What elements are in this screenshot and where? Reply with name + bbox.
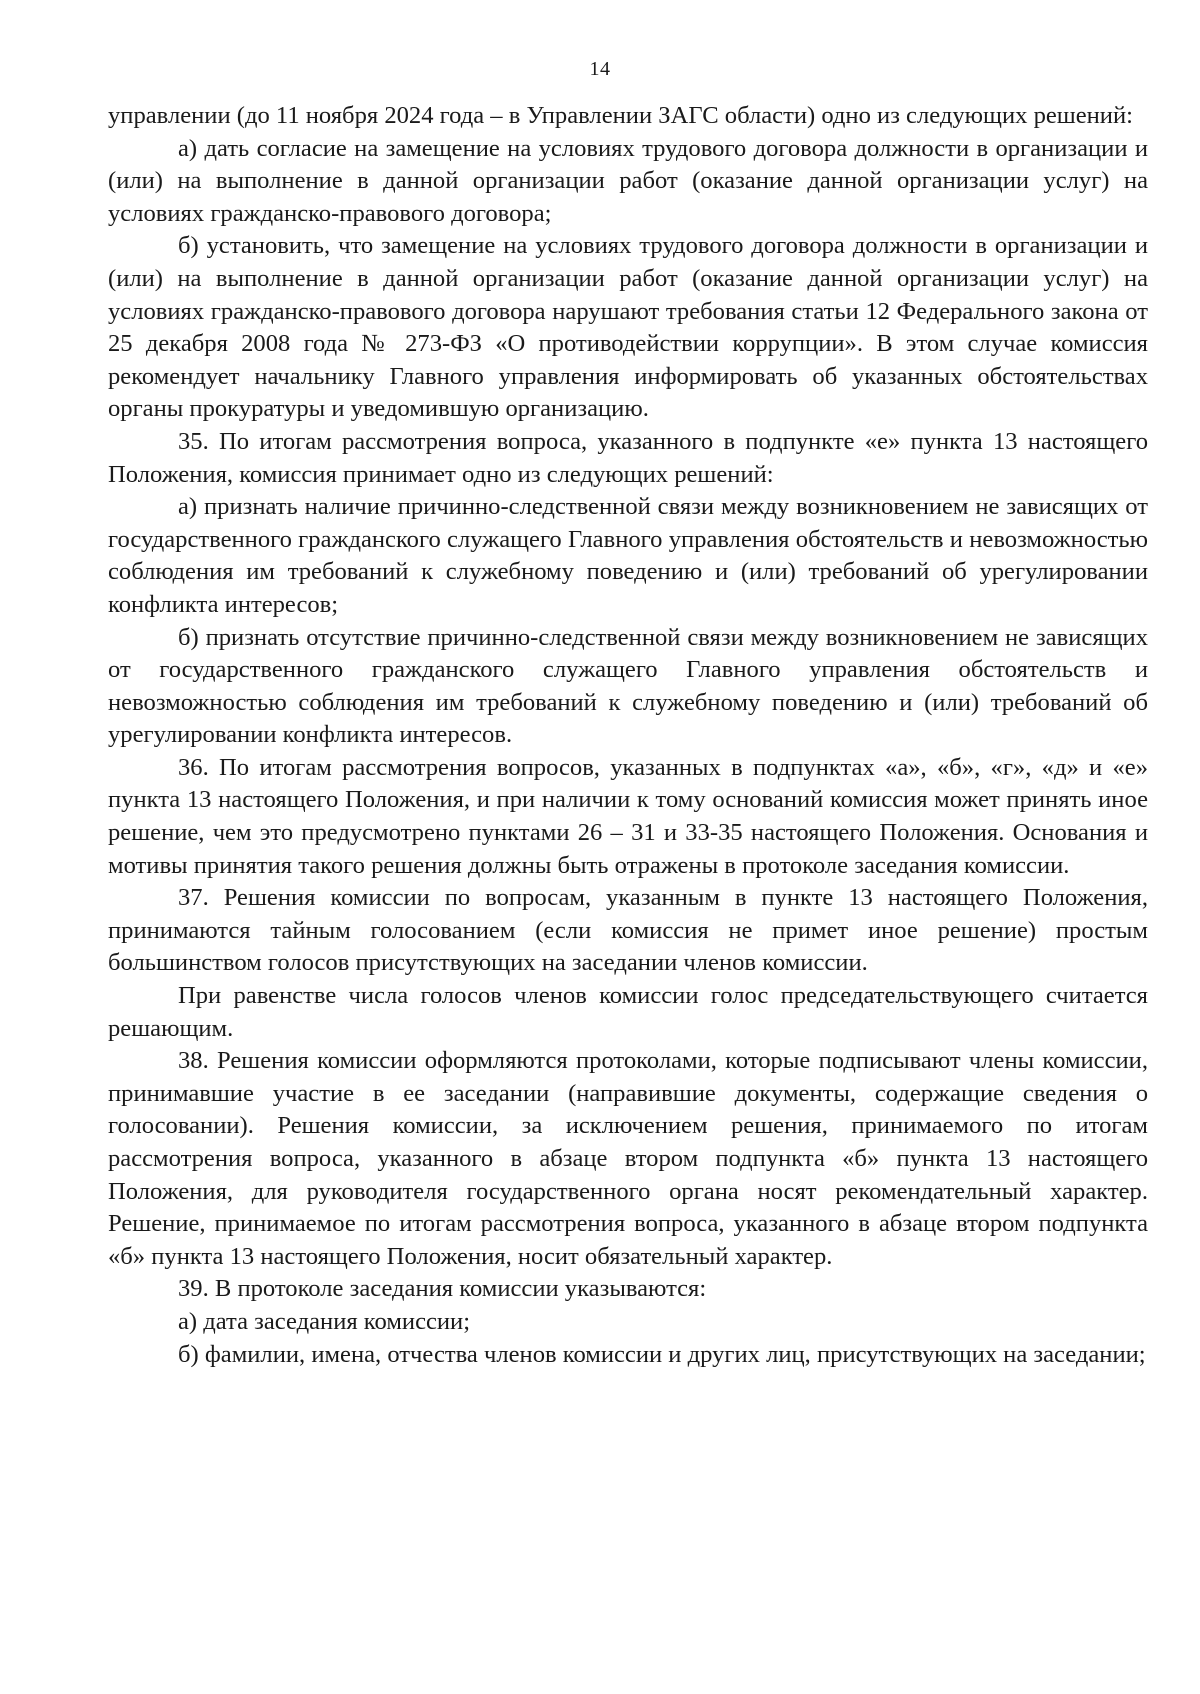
paragraph-34a: а) дать согласие на замещение на условиях трудового договора должности в организации и (или) на выполнение в данной организации работ (оказание данной организации услуг) на условиях гражданско-правового договора; bbox=[108, 134, 1148, 227]
paragraph-38: 38. Решения комиссии оформляются протоколами, которые подписывают члены комиссии, принимавшие участие в ее заседании (направившие документы, содержащие сведения о голосовании). Решения комиссии, за исключением решения, принимаемого по итогам рассмотрения вопроса, указанного в абзаце втором подпункта «б» пункта 13 настоящего Положения, для руководителя государственного органа носят рекомендательный характер. Решение, принимаемое по итогам рассмотрения вопроса, указанного в абзаце втором подпункта «б» пункта 13 настоящего Положения, носит обязательный характер. bbox=[108, 1047, 1148, 1270]
paragraph-37-tie: При равенстве числа голосов членов комиссии голос председательствующего считается решающим. bbox=[108, 982, 1148, 1042]
paragraph-34b: б) установить, что замещение на условиях трудового договора должности в организации и (или) на выполнение в данной организации работ (оказание данной организации услуг) на условиях гражданско-правового договора нарушают требования статьи 12 Федерального закона от 25 декабря 2008 года № 273-ФЗ «О противодействии коррупции». В этом случае комиссия рекомендует начальнику Главного управления информировать об указанных обстоятельствах органы прокуратуры и уведомившую организацию. bbox=[108, 232, 1148, 423]
paragraph-37: 37. Решения комиссии по вопросам, указанным в пункте 13 настоящего Положения, принимаются тайным голосованием (если комиссия не примет иное решение) простым большинством голосов присутствующих на заседании членов комиссии. bbox=[108, 884, 1148, 977]
paragraph-continuation: управлении (до 11 ноября 2024 года – в Управлении ЗАГС области) одно из следующих решений: bbox=[108, 102, 1133, 129]
paragraph-39a: а) дата заседания комиссии; bbox=[178, 1307, 471, 1335]
document-body bbox=[108, 100, 1148, 1371]
paragraph-35a: а) признать наличие причинно-следственной связи между возникновением не зависящих от государственного гражданского служащего Главного управления обстоятельств и невозможностью соблюдения им требований к служебному поведению и (или) требований об урегулировании конфликта интересов; bbox=[108, 493, 1148, 618]
paragraph-35: 35. По итогам рассмотрения вопроса, указанного в подпункте «е» пункта 13 настоящего Положения, комиссия принимает одно из следующих решений: bbox=[108, 427, 1148, 488]
paragraph-39b: б) фамилии, имена, отчества членов комиссии и других лиц, присутствующих на заседании; bbox=[178, 1340, 1146, 1368]
page-number: 14 bbox=[589, 58, 611, 80]
paragraph-35b: б) признать отсутствие причинно-следственной связи между возникновением не зависящих от государственного гражданского служащего Главного управления обстоятельств и невозможностью соблюдения им требований к служебному поведению и (или) требований об урегулировании конфликта интересов. bbox=[108, 623, 1148, 749]
paragraph-36: 36. По итогам рассмотрения вопросов, указанных в подпунктах «а», «б», «г», «д» и «е» пункта 13 настоящего Положения, и при наличии к тому оснований комиссия может принять иное решение, чем это предусмотрено пунктами 26 – 31 и 33-35 настоящего Положения. Основания и мотивы принятия такого решения должны быть отражены в протоколе заседания комиссии. bbox=[108, 753, 1148, 879]
paragraph-39: 39. В протоколе заседания комиссии указываются: bbox=[178, 1275, 707, 1303]
